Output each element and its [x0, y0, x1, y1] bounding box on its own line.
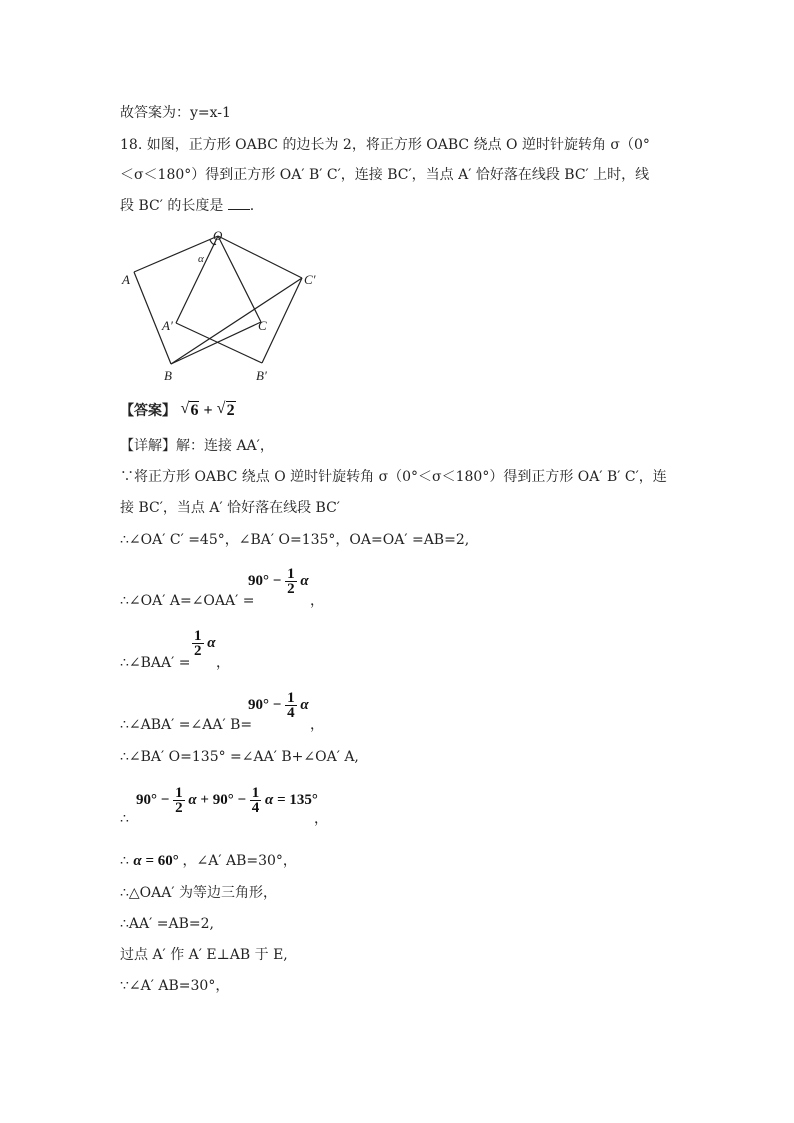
explain-line-6-tail: ， [310, 717, 324, 733]
side-A1B1 [176, 323, 262, 363]
side-OA1 [176, 236, 218, 323]
side-OA [134, 236, 218, 272]
explain-line-9: ∴ α = 60° ，∠A′ AB=30°， [120, 853, 297, 869]
problem-18-line-3 [120, 197, 254, 215]
explain-line-3: ∴∠OA′ C′ =45°，∠BA′ O=135°，OA=OA′ =AB=2, [120, 532, 470, 548]
problem-18-period: . [249, 198, 255, 214]
side-C1O [218, 236, 302, 278]
problem-18-line-2: ＜σ＜180°）得到正方形 OA′ B′ C′，连接 BC′，当点 A′ 恰好落在线段 BC′ 上时，线 [120, 167, 650, 183]
formula-half-alpha: $\frac{1}{2}$ α [194, 628, 216, 659]
explain-line-8: ∴ [120, 811, 129, 827]
explain-line-2: 接 BC′，当点 A′ 恰好落在线段 BC′ [120, 500, 340, 516]
problem-18-question: 段 BC′ 的长度是 [120, 198, 224, 214]
explain-line-6: ∴∠ABA′ =∠AA′ B= [120, 717, 253, 733]
explain-line-12: 过点 A′ 作 A′ E⊥AB 于 E, [120, 947, 288, 963]
answer-blank [228, 197, 250, 210]
explain-line-11: ∴AA′ =AB=2, [120, 916, 214, 932]
explain-line-8-tail: ， [314, 811, 328, 827]
formula-alpha-60: α = 60° [133, 853, 179, 869]
answer-line [120, 400, 236, 422]
side-BC [171, 322, 261, 364]
answer-label: 【答案】 [120, 403, 176, 419]
explain-line-4-tail: ， [310, 593, 324, 609]
explain-line-10: ∴△OAA′ 为等边三角形， [120, 885, 278, 901]
label-A: A [122, 272, 130, 287]
prev-answer-line: 故答案为：y=x-1 [120, 105, 231, 121]
explain-intro: 【详解】解：连接 AA′， [120, 438, 274, 454]
label-C: C [258, 318, 267, 333]
label-B1: B′ [256, 368, 267, 383]
formula-90-minus-quarter-alpha: 90° − $\frac{1}{4}$ α [248, 690, 309, 721]
explain-line-5: ∴∠BAA′ = [120, 655, 191, 671]
label-alpha: α [198, 253, 204, 265]
explain-line-1: ∵将正方形 OABC 绕点 O 逆时针旋转角 σ（0°＜σ＜180°）得到正方形 OA′ B′ C′，连 [120, 469, 667, 485]
formula-sum-135: 90° − $\frac{1}{2}$ α + 90° − $\frac{1}{4}$ α = 135° [136, 785, 318, 816]
label-O: O [213, 228, 223, 243]
explain-line-5-tail: ， [216, 655, 230, 671]
label-A1: A′ [162, 318, 173, 333]
explain-line-4: ∴∠OA′ A=∠OAA′ = [120, 593, 255, 609]
explain-line-13: ∵∠A′ AB=30°， [120, 978, 230, 994]
problem-18-line-1: 18. 如图，正方形 OABC 的边长为 2，将正方形 OABC 绕点 O 逆时针旋转角 σ（0° [120, 137, 650, 153]
rotated-square-figure [118, 226, 328, 386]
label-C1: C′ [304, 272, 316, 287]
answer-formula: √ 6 + √ 2 [180, 402, 235, 419]
explain-line-7: ∴∠BA′ O=135° =∠AA′ B+∠OA′ A, [120, 749, 359, 765]
formula-90-minus-half-alpha: 90° − $\frac{1}{2}$ α [248, 566, 309, 597]
label-B: B [164, 368, 172, 383]
